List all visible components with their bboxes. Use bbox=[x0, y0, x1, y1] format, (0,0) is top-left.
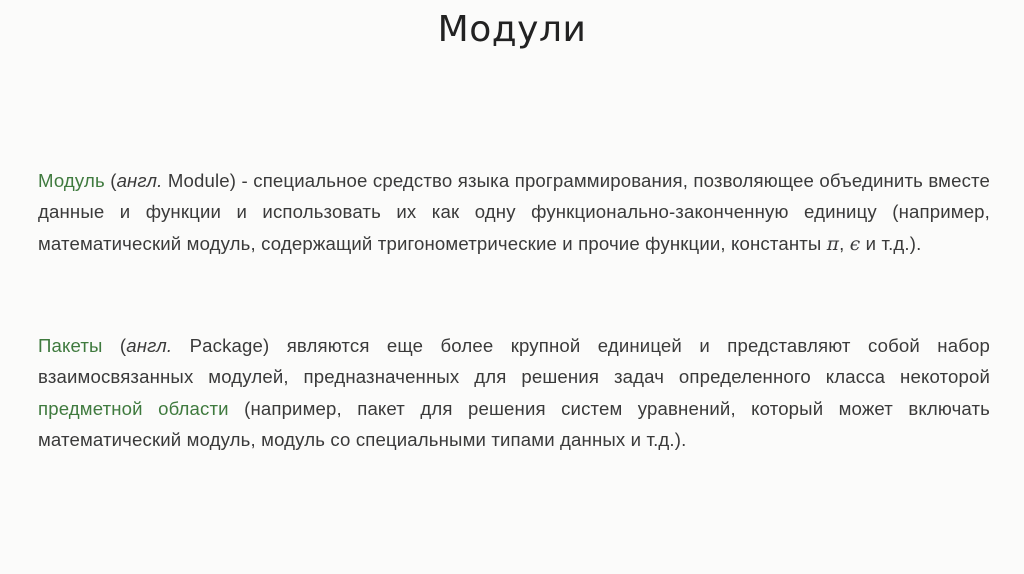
package-open-paren: ( bbox=[102, 334, 127, 356]
module-term: Модуль bbox=[38, 169, 105, 191]
subject-area-link[interactable]: предметной области bbox=[38, 397, 229, 419]
epsilon-symbol: ϵ bbox=[849, 233, 861, 255]
package-definition-text: Package) являются еще более крупной единицей и представляют собой набор взаимосвязанных модулей, предназначенных для решения задач определенного класса некоторой bbox=[38, 334, 990, 388]
package-definition-ending: (например, пакет для решения систем уравнений, который может включать математический модуль, модуль со специальными типами данных и т.д.). bbox=[38, 397, 990, 451]
pi-symbol: π bbox=[826, 233, 840, 255]
slide-title: Модули bbox=[437, 9, 587, 50]
module-definition-ending: и т.д.). bbox=[860, 232, 922, 254]
package-abbr-english: англ. bbox=[126, 334, 173, 356]
symbol-separator: , bbox=[839, 232, 850, 254]
module-definition-paragraph bbox=[38, 165, 990, 261]
module-definition-text: Module) - специальное средство языка программирования, позволяющее объединить вместе данные и функции и использовать их как одну функционально-законченную единицу (например, математический модуль, содержащий тригонометрические и прочие функции, константы bbox=[38, 169, 990, 254]
module-abbr-english: англ. bbox=[116, 169, 163, 191]
package-term: Пакеты bbox=[38, 334, 103, 356]
module-open-paren: ( bbox=[104, 169, 117, 191]
package-definition-paragraph bbox=[38, 330, 990, 456]
